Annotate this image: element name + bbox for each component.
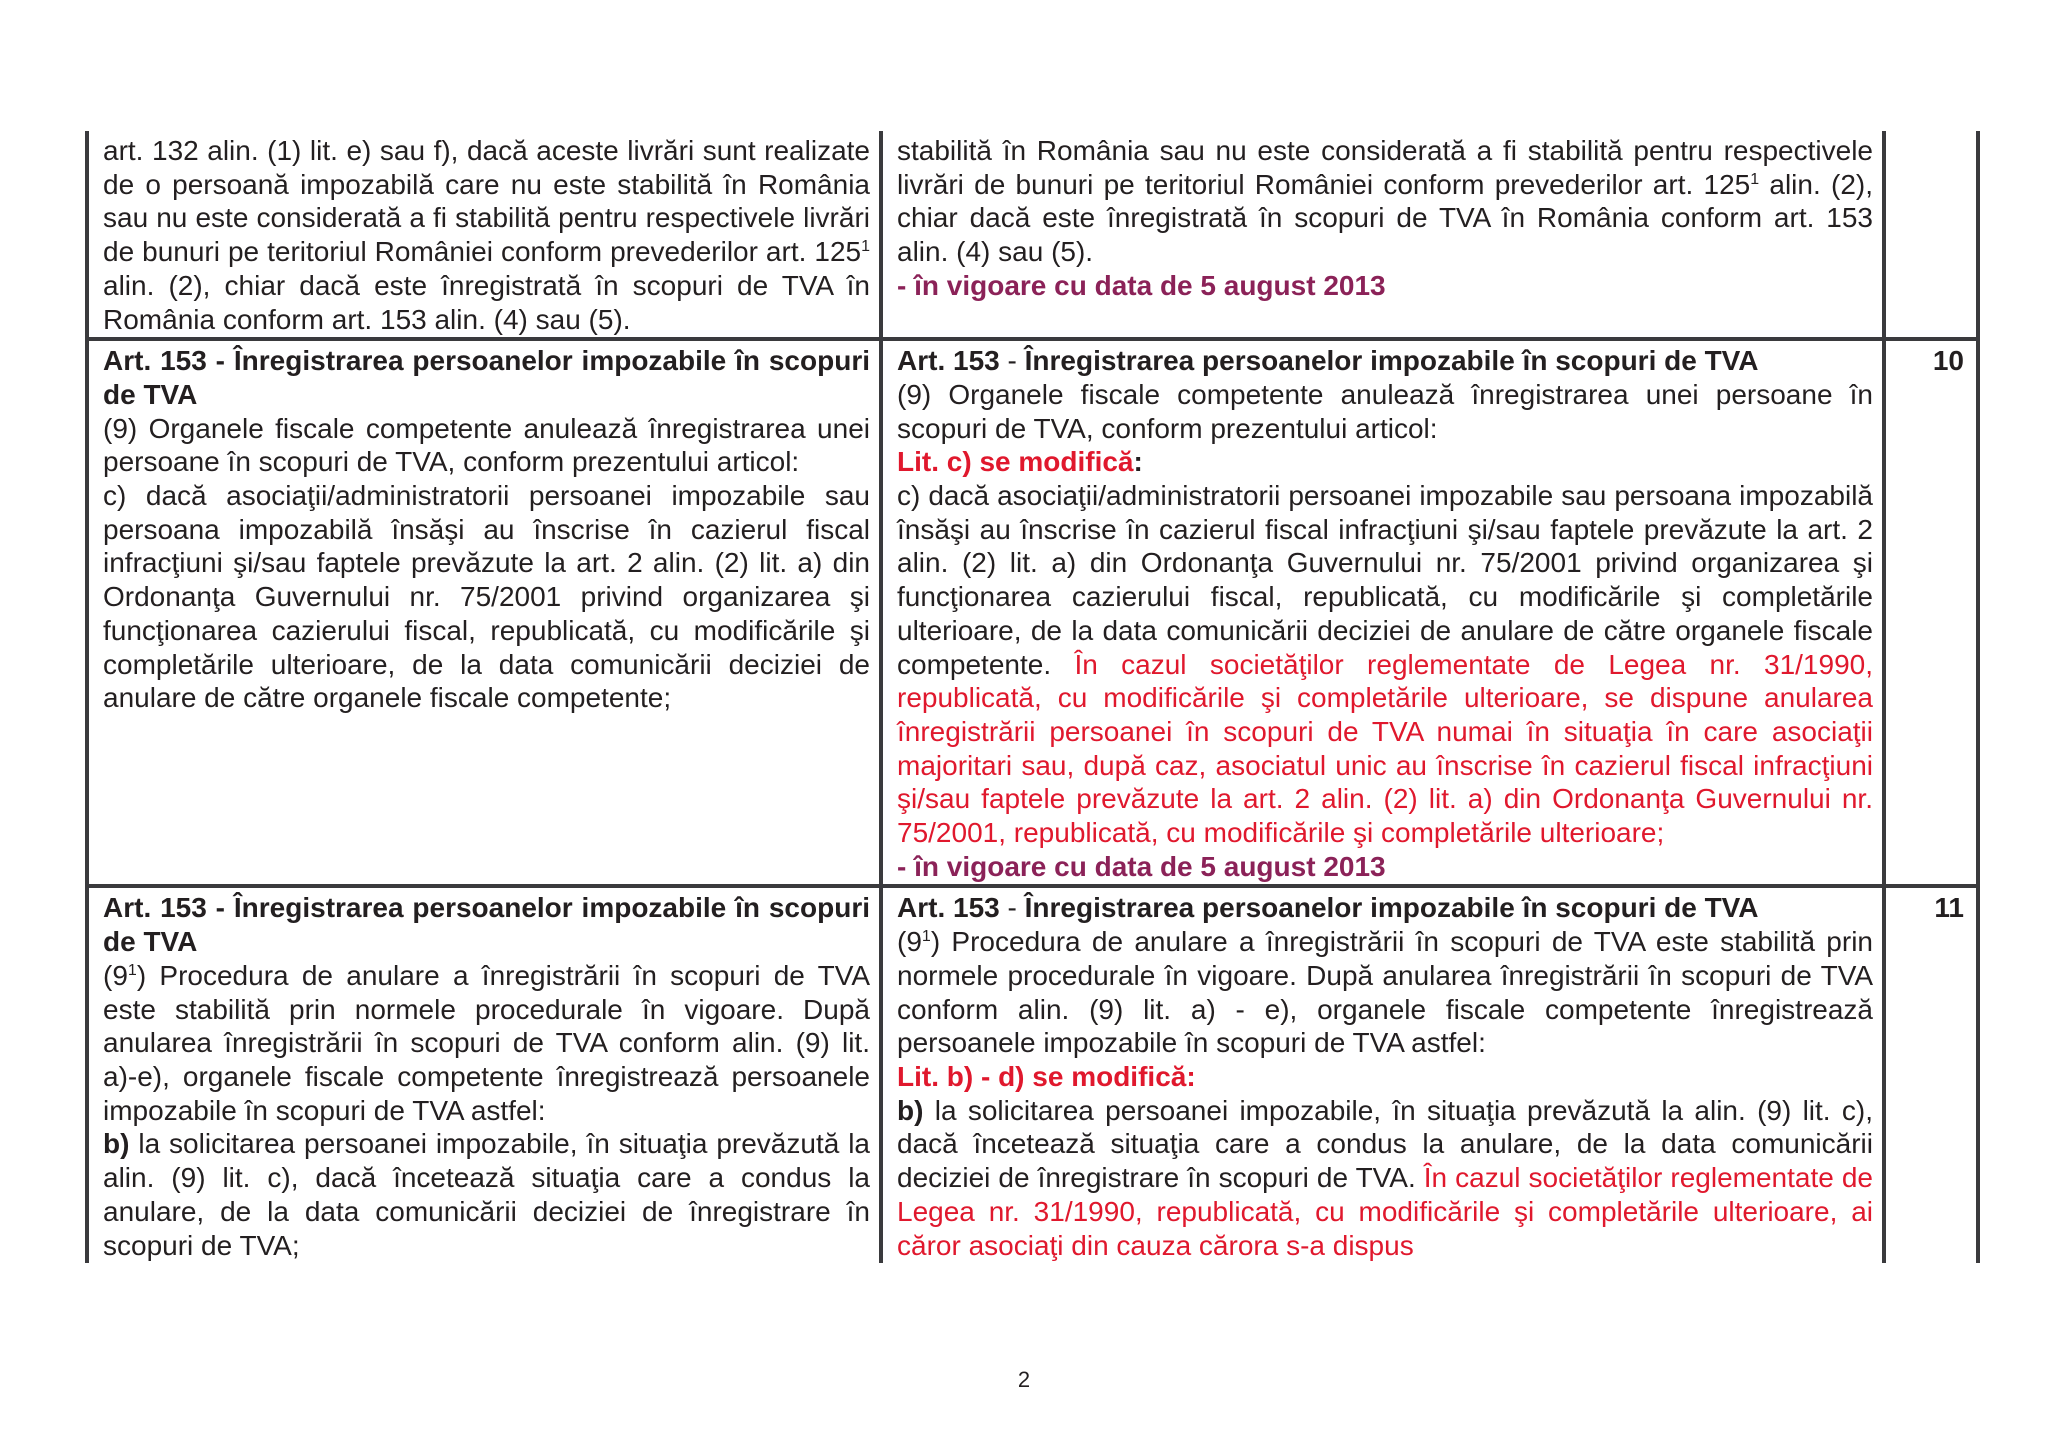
page-number: 2 — [1017, 1367, 1031, 1392]
paragraph: c) dacă asociaţii/administratorii persoanei impozabile sau persoana impozabilă însăşi au înscrise în cazierul fiscal infracţiuni şi/sau faptele prevăzute la art. 2 alin. (2) lit. a) din Ordonanţa Guvernului nr. 75/2001 privind organizarea şi funcţionarea cazierului fiscal, republicată, cu modificările şi completările ulterioare, de la data comunicării deciziei de anulare de către organele fiscale competente; — [103, 480, 870, 714]
right-cell — [881, 131, 1884, 339]
table-row — [87, 886, 1978, 1263]
paragraph: la solicitarea persoanei impozabile, în situaţia prevăzută la alin. (9) lit. c), dacă încetează situaţia care a condus la anulare, de la data comunicării deciziei de înregistrare în scopuri de TVA. — [897, 1094, 1873, 1194]
letter-label: b) — [897, 1094, 924, 1126]
article-title: Înregistrarea persoanelor impozabile în scopuri de TVA — [1024, 345, 1759, 377]
modification-note: Lit. c) se modifică — [897, 446, 1134, 478]
left-cell — [87, 339, 881, 886]
letter-label: b) — [103, 1128, 130, 1160]
paragraph: ) Procedura de anulare a înregistrării în scopuri de TVA este stabilită prin normele procedurale în vigoare. După anularea înregistrării în scopuri de TVA conform alin. (9) lit. a)-e), organele fiscale competente înregistrează persoanele impozabile în scopuri de TVA astfel: — [103, 959, 870, 1126]
text: (9 — [103, 959, 128, 991]
text: alin. (2), chiar dacă este înregistrată în scopuri de TVA în România conform art. 153 alin. (4) sau (5). — [103, 269, 870, 335]
article-title: Art. 153 - Înregistrarea persoanelor impozabile în scopuri de TVA — [103, 892, 870, 958]
paragraph: (9) Organele fiscale competente anulează înregistrarea unei persoane în scopuri de TVA, conform prezentului articol: — [897, 378, 1873, 444]
paragraph: ) Procedura de anulare a înregistrării în scopuri de TVA este stabilită prin normele procedurale în vigoare. După anularea înregistrării în scopuri de TVA conform alin. (9) lit. a) - e), organele fiscale competente înregistrează persoanele impozabile în scopuri de TVA astfel: — [897, 926, 1873, 1059]
table-row — [87, 131, 1978, 339]
row-number: 10 — [1884, 339, 1978, 886]
left-cell — [87, 886, 881, 1263]
row-number: 11 — [1884, 886, 1978, 1263]
title-separator: - — [999, 345, 1025, 377]
paragraph: (9) Organele fiscale competente anulează înregistrarea unei persoane în scopuri de TVA, conform prezentului articol: — [103, 412, 870, 478]
article-title: Înregistrarea persoanelor impozabile în scopuri de TVA — [1024, 892, 1759, 924]
text: (9 — [897, 926, 922, 958]
in-force-note: - în vigoare cu data de 5 august 2013 — [897, 269, 1386, 301]
text: stabilită în România sau nu este considerată a fi stabilită pentru respectivele livrări de bunuri pe teritoriul României conform prevederilor art. 125 — [897, 135, 1873, 200]
text: alin. (2), chiar dacă este înregistrată în scopuri de TVA în România conform art. 153 alin. (4) sau (5). — [897, 168, 1873, 268]
superscript: 1 — [921, 928, 931, 946]
article-number: Art. 153 — [897, 892, 1000, 924]
right-cell — [881, 886, 1884, 1263]
comparison-table — [85, 131, 1980, 1263]
modification-colon: : — [1133, 446, 1143, 478]
paragraph: la solicitarea persoanei impozabile, în situaţia prevăzută la alin. (9) lit. c), dacă încetează situaţia care a condus la anulare, de la data comunicării deciziei de înregistrare în scopuri de TVA; — [103, 1128, 870, 1261]
left-cell — [87, 131, 881, 339]
in-force-note: - în vigoare cu data de 5 august 2013 — [897, 850, 1386, 882]
amended-text: În cazul societăţilor reglementate de Legea nr. 31/1990, republicată, cu modificările şi completările ulterioare, se dispune anularea înregistrării persoanei în scopuri de TVA numai în situaţia în care asociaţii majoritari sau, după caz, asociatul unic au înscrise în cazierul fiscal infracţiuni şi/sau faptele prevăzute la art. 2 alin. (2) lit. a) din Ordonanţa Guvernului nr. 75/2001, republicată, cu modificările şi completările ulterioare; — [897, 648, 1873, 849]
amended-text: În cazul societăţilor reglementate de Legea nr. 31/1990, republicată, cu modificările şi completările ulterioare, ai căror asociaţi din cauza cărora s-a dispus — [897, 1162, 1873, 1261]
paragraph: c) dacă asociaţii/administratorii persoanei impozabile sau persoana impozabilă însăşi au înscrise în cazierul fiscal infracţiuni şi/sau faptele prevăzute la art. 2 alin. (2) lit. a) din Ordonanţa Guvernului nr. 75/2001 privind organizarea şi funcţionarea cazierului fiscal, republicată, cu modificările şi completările ulterioare, de la data comunicării deciziei de anulare de către organele fiscale competente. — [897, 480, 1873, 680]
title-separator: - — [999, 892, 1025, 924]
article-number: Art. 153 — [897, 345, 1000, 377]
superscript: 1 — [1750, 170, 1760, 188]
right-cell — [881, 339, 1884, 886]
article-title: Art. 153 - Înregistrarea persoanelor impozabile în scopuri de TVA — [103, 345, 870, 410]
superscript: 1 — [861, 238, 870, 256]
row-number — [1884, 131, 1978, 339]
text: art. 132 alin. (1) lit. e) sau f), dacă aceste livrări sunt realizate de o persoană impozabilă care nu este stabilită în România sau nu este considerată a fi stabilită pentru respectivele livrări de bunuri pe teritoriul României conform prevederilor art. 125 — [103, 135, 870, 268]
table-row — [87, 339, 1978, 886]
superscript: 1 — [127, 961, 137, 979]
modification-note: Lit. b) - d) se modifică: — [897, 1060, 1196, 1092]
